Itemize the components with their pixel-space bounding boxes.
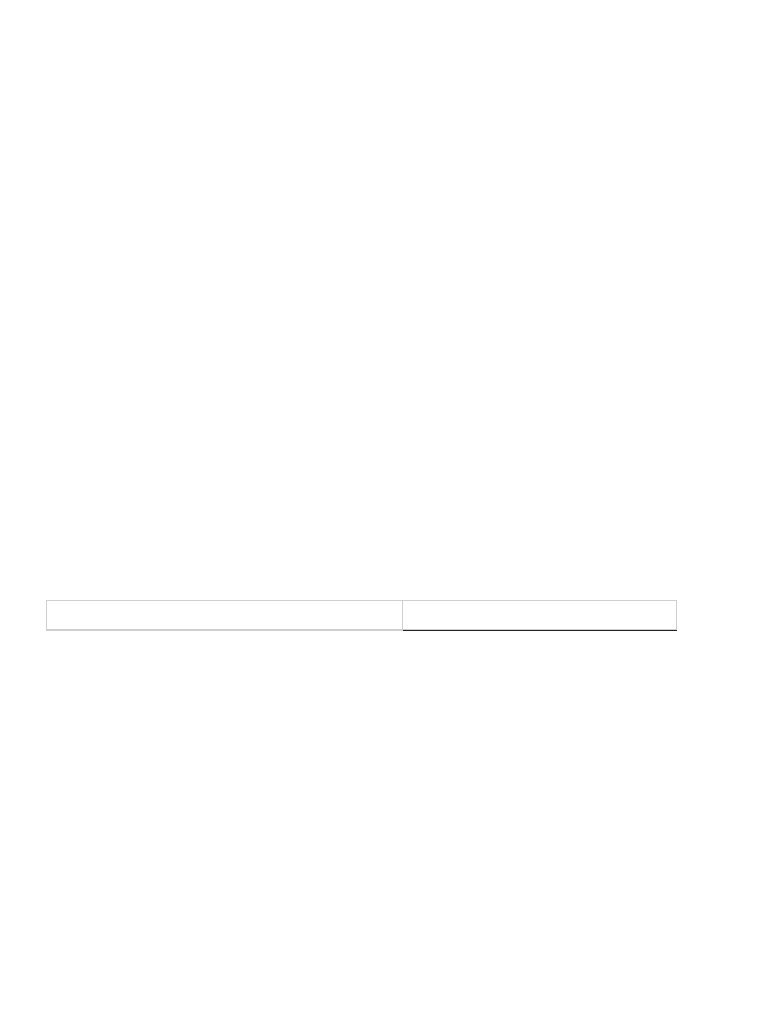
minor-minerals-header	[47, 601, 403, 630]
major-minerals-header	[402, 601, 676, 630]
major-minerals-cell	[402, 630, 676, 631]
minerals-comparison-table	[46, 600, 677, 631]
minor-minerals-cell	[47, 630, 403, 631]
